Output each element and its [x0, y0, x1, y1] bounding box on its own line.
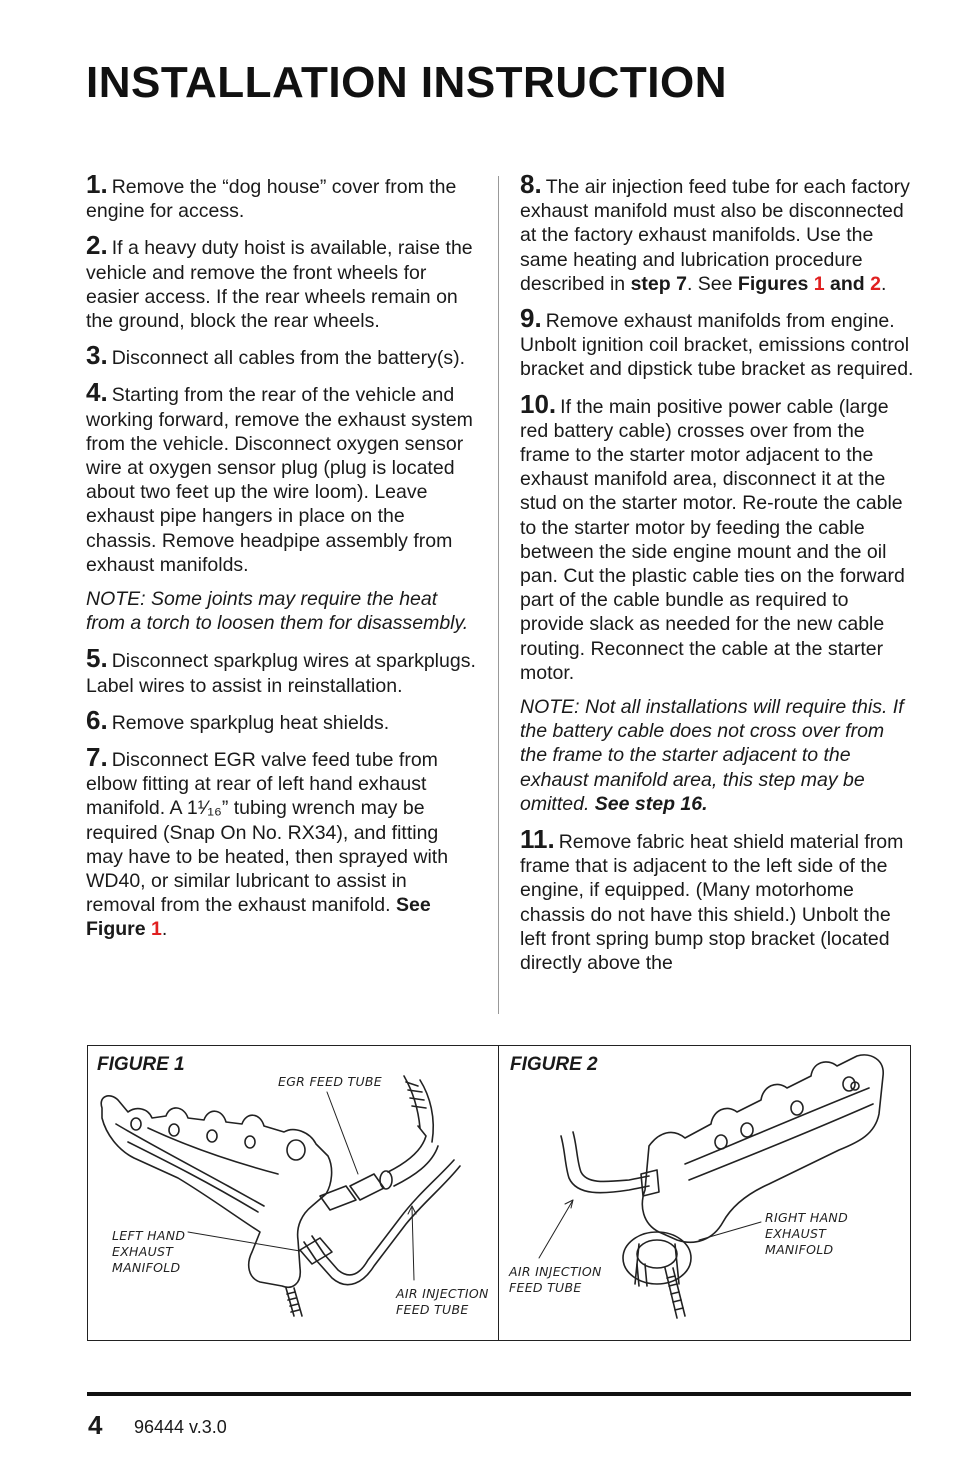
footer-rule [87, 1392, 911, 1396]
step-2: 2. If a heavy duty hoist is available, raise the vehicle and remove the front wheels for easier access. If the rear wheels remain on the ground, block the rear wheels. [86, 230, 473, 333]
right-manifold-drawing [499, 1046, 912, 1342]
see-figures-link[interactable]: Figures 1 and 2 [737, 272, 881, 295]
step-5: 5. Disconnect sparkplug wires at sparkplugs. Label wires to assist in reinstallation. [86, 643, 476, 697]
left-hand-manifold-callout: LEFT HAND EXHAUST MANIFOLD [112, 1228, 186, 1275]
step-11: 11. Remove fabric heat shield material from frame that is adjacent to the left side of the engine, if equipped. (Many motorhome chassis do not have this shield.) Unbolt the left front spring bump stop bracket (located directly above the [520, 824, 904, 975]
left-column [86, 169, 478, 952]
step-6: 6. Remove sparkplug heat shields. [86, 704, 390, 735]
step-9: 9. Remove exhaust manifolds from engine. Unbolt ignition coil bracket, emissions control bracket and dipstick tube bracket as required. [520, 303, 914, 381]
step-7: 7. Disconnect EGR valve feed tube from elbow fitting at rear of left hand exhaust manifold. A 1¹⁄₁₆” tubing wrench may be required (Snap On No. RX34), and fitting may have to be heated, then sprayed with WD40, or similar lubricant to assist in removal from the exhaust manifold. See Figure 1. [86, 742, 449, 941]
air-injection-callout-1: AIR INJECTION FEED TUBE [396, 1286, 489, 1317]
note-battery-cable: NOTE: Not all installations will require this. If the battery cable does not cross over from the frame to the starter adjacent to the exhaust manifold area, this step may be omitted. See step 16. [520, 696, 904, 815]
figure-1-label: FIGURE 1 [97, 1054, 185, 1075]
right-column [520, 169, 914, 985]
figure-1 [87, 1045, 499, 1341]
step-4: 4. Starting from the rear of the vehicle and working forward, remove the exhaust system from the vehicle. Disconnect oxygen sensor wire at oxygen sensor plug (plug is located about two feet up the wire loom). Leave exhaust pipe hangers in place on the chassis. Remove headpipe assembly from exhaust manifolds. [86, 377, 473, 576]
figure-2 [498, 1045, 911, 1341]
page-number: 4 [88, 1410, 103, 1440]
step-7-ref[interactable]: step 7 [630, 272, 687, 295]
step-3: 3. Disconnect all cables from the battery(s). [86, 340, 465, 371]
see-step-16-ref[interactable]: See step 16. [594, 792, 708, 815]
see-figure-link[interactable]: See Figure 1 [86, 894, 431, 941]
right-hand-manifold-callout: RIGHT HAND EXHAUST MANIFOLD [765, 1210, 848, 1257]
figure-2-label: FIGURE 2 [510, 1054, 598, 1075]
step-10: 10. If the main positive power cable (large red battery cable) crosses over from the frame to the starter motor adjacent to the exhaust manifold area, disconnect it at the stud on the starter motor. Re-route the cable to the starter motor by feeding the cable between the side engine mount and the oil pan. Cut the plastic cable ties on the forward part of the cable bundle as required to provide slack as needed for the new cable routing. Reconnect the cable at the starter motor. [520, 388, 905, 684]
page-title: INSTALLATION INSTRUCTION [86, 58, 727, 107]
air-injection-callout-2: AIR INJECTION FEED TUBE [509, 1264, 602, 1295]
step-8: 8. The air injection feed tube for each factory exhaust manifold must also be disconnected at the factory exhaust manifolds. Use the same heating and lubrication procedure described in step 7. See Figures 1 and 2. [520, 169, 910, 295]
step-1: 1. Remove the “dog house” cover from the engine for access. [86, 169, 457, 223]
note-torch: NOTE: Some joints may require the heat from a torch to loosen them for disassembly. [86, 588, 469, 635]
column-divider [498, 176, 499, 1014]
document-code: 96444 v.3.0 [134, 1417, 227, 1437]
egr-feed-tube-callout: EGR FEED TUBE [278, 1074, 382, 1089]
